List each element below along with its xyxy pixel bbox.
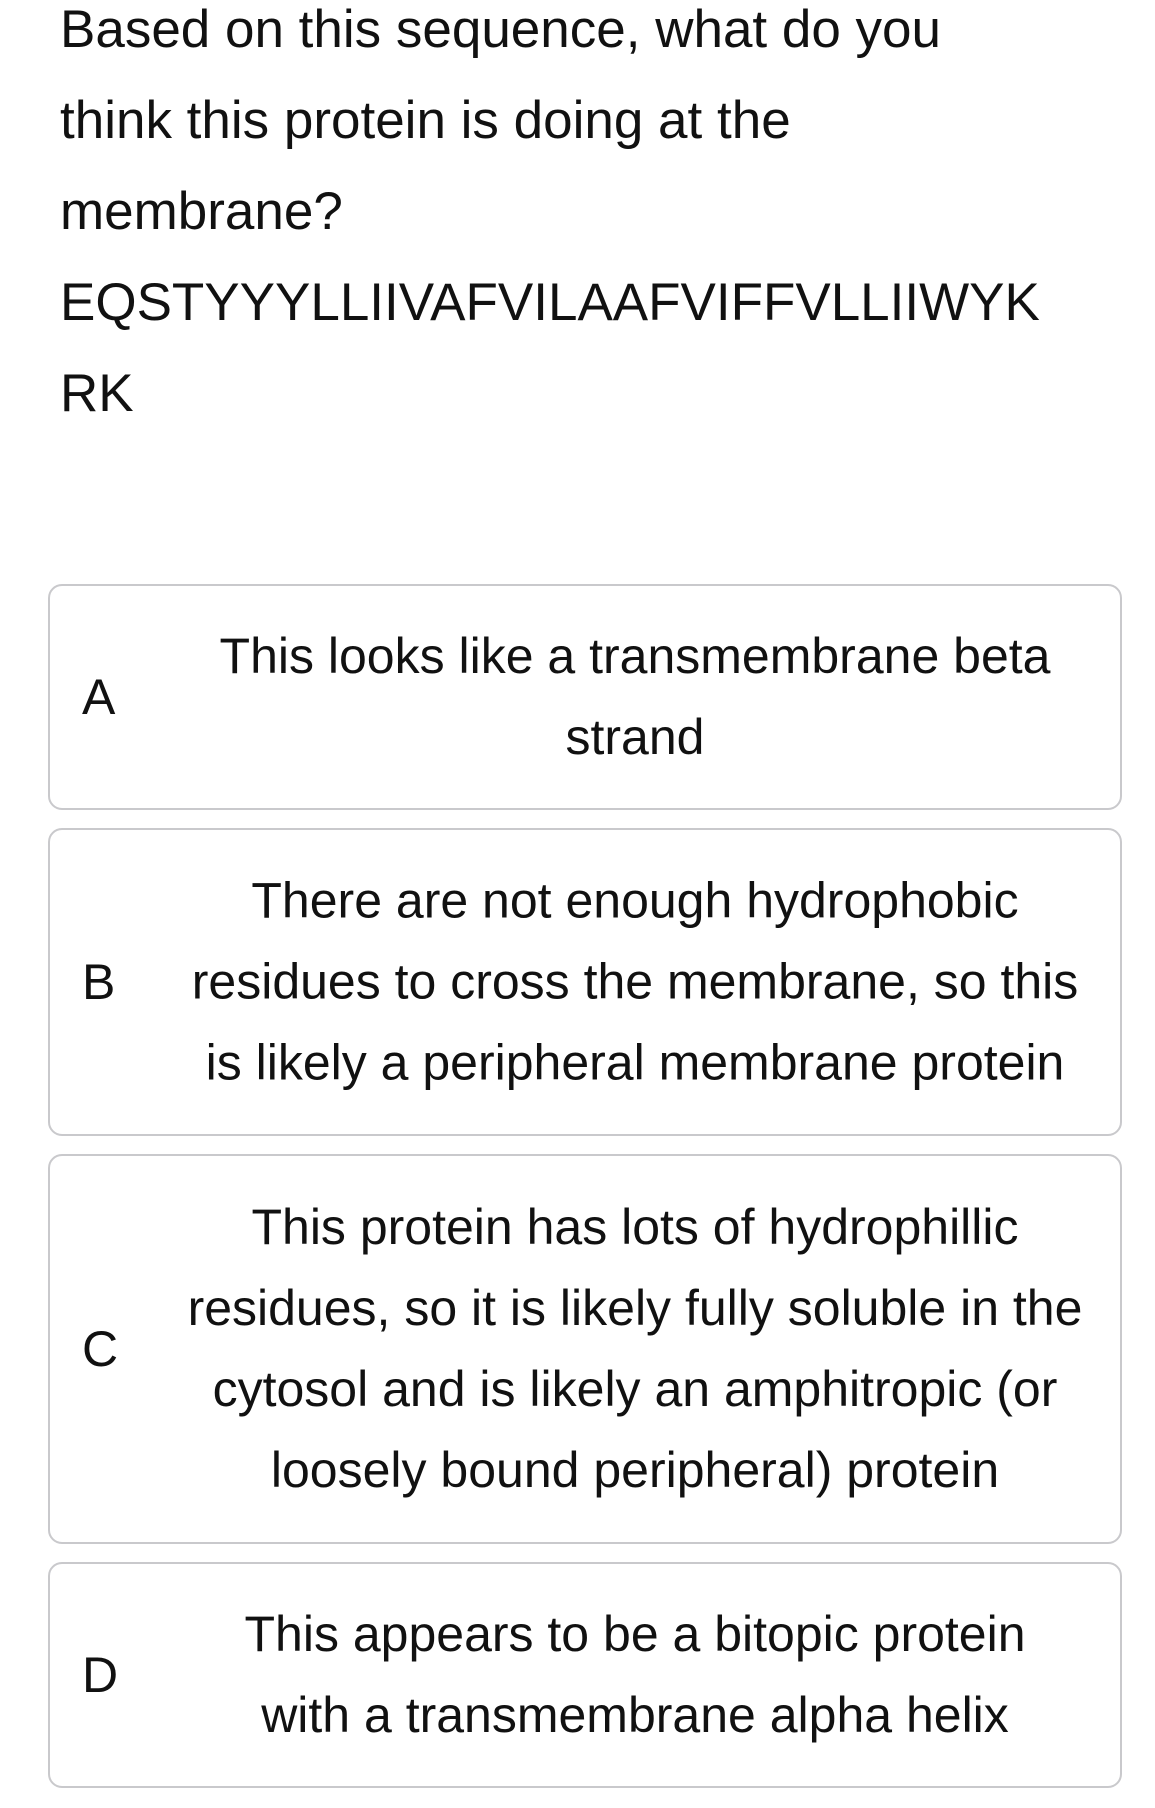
option-text — [150, 861, 1120, 1104]
option-letter: A — [82, 669, 116, 725]
option-text — [150, 616, 1120, 778]
option-b[interactable] — [48, 828, 1122, 1136]
option-letter: C — [82, 1321, 119, 1377]
question-text — [60, 0, 1110, 439]
option-line: There are not enough hydrophobic — [251, 872, 1019, 929]
question-line: Based on this sequence, what do you — [60, 0, 941, 59]
question-line: membrane? — [60, 182, 343, 241]
option-letter: D — [82, 1647, 119, 1703]
option-letter: B — [82, 954, 116, 1010]
option-a[interactable] — [48, 584, 1122, 810]
sequence-line: EQSTYYYLLIIVAFVILAAFVIFFVLLIIWYK — [60, 273, 1040, 332]
option-line: This protein has lots of hydrophillic — [251, 1199, 1019, 1255]
option-line: is likely a peripheral membrane protein — [205, 1034, 1065, 1091]
option-line: strand — [565, 709, 705, 765]
option-line: residues, so it is likely fully soluble in the — [187, 1280, 1083, 1336]
option-line: This looks like a transmembrane beta — [219, 628, 1051, 684]
option-text — [150, 1594, 1120, 1756]
question-line: think this protein is doing at the — [60, 91, 791, 150]
option-line: cytosol and is likely an amphitropic (or — [212, 1361, 1058, 1417]
option-line: loosely bound peripheral) protein — [270, 1442, 1000, 1498]
sequence-line: RK — [60, 364, 134, 423]
option-d[interactable] — [48, 1562, 1122, 1788]
option-line: This appears to be a bitopic protein — [244, 1606, 1026, 1662]
option-text — [150, 1187, 1120, 1511]
option-c[interactable] — [48, 1154, 1122, 1544]
option-line: residues to cross the membrane, so this — [191, 953, 1079, 1010]
option-line: with a transmembrane alpha helix — [261, 1687, 1009, 1743]
